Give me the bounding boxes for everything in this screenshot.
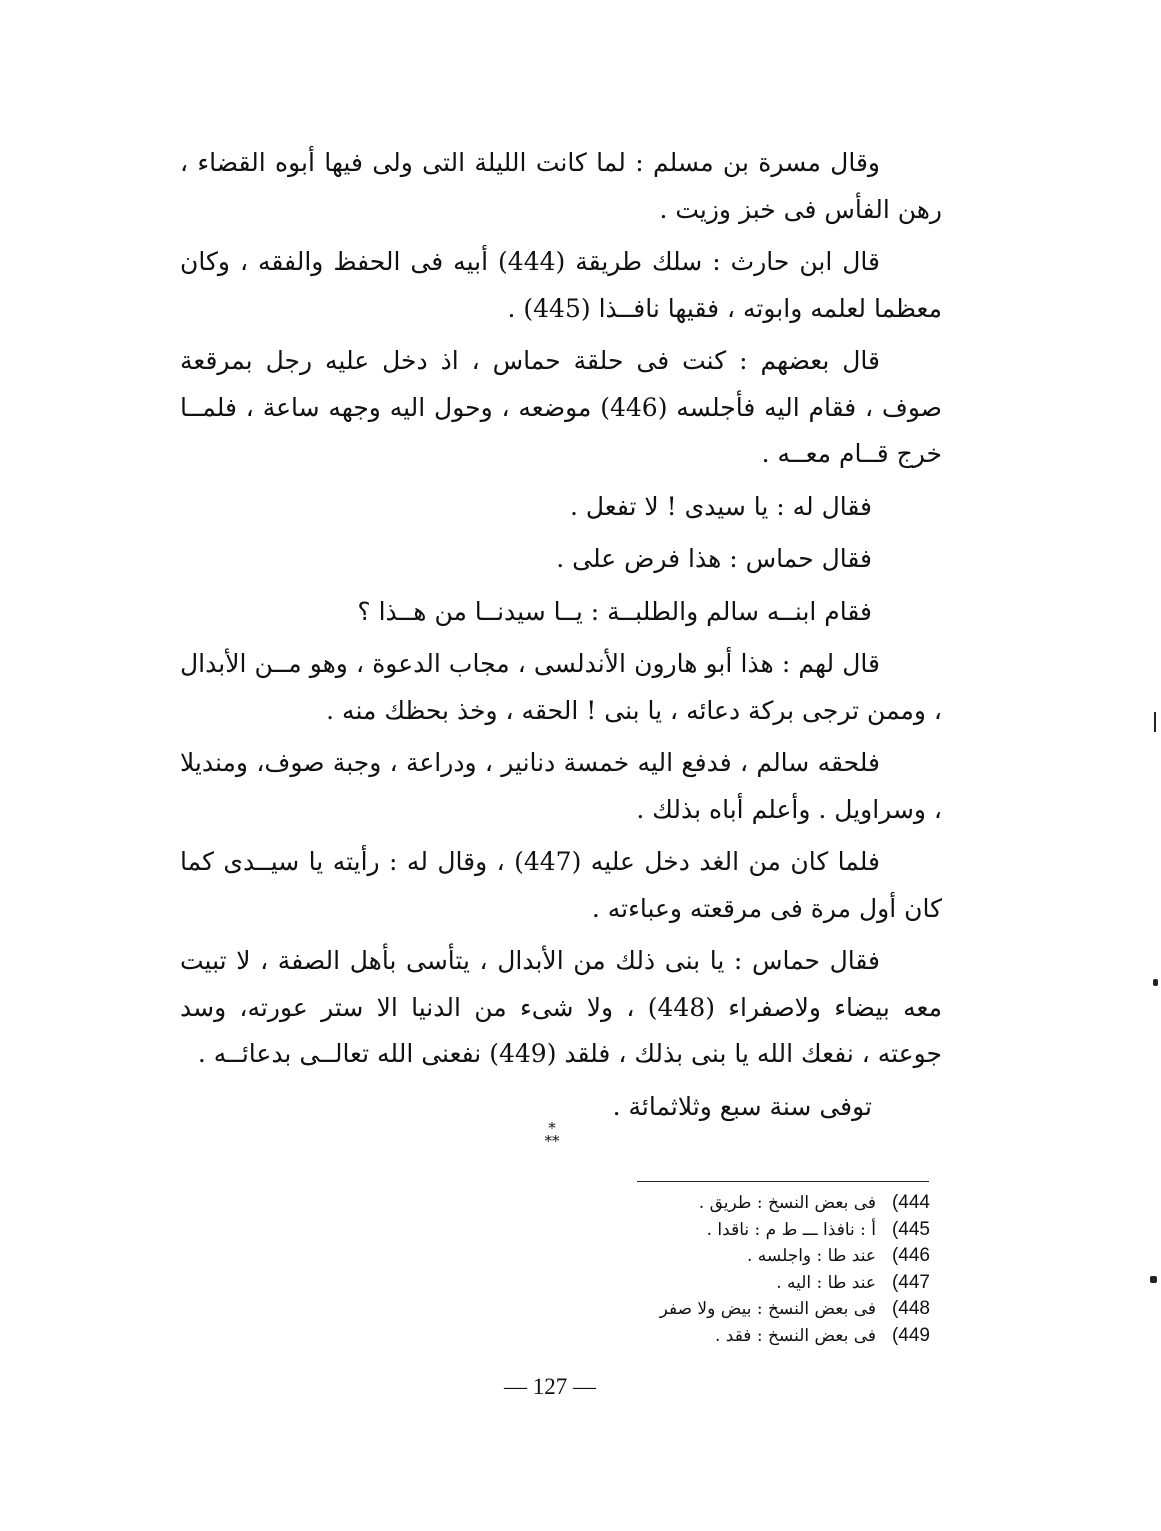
- paragraph: فلحقه سالم ، فدفع اليه خمسة دنانير ، ودراعة ، وجبة صوف، ومنديلا ، وسراويل . وأعلم أباه بذلك .: [180, 748, 942, 824]
- section-separator: [537, 1119, 567, 1150]
- footnote-number: 447): [891, 1271, 930, 1293]
- main-text: [180, 140, 942, 1136]
- paragraph: فقال حماس : هذا فرض على .: [556, 544, 872, 573]
- footnote-text: عند طا : اليه .: [776, 1272, 876, 1293]
- footnote-item: [540, 1190, 930, 1217]
- scan-margin-mark: [1153, 979, 1158, 986]
- page-number: — 127 —: [504, 1374, 596, 1399]
- footnote-item: [540, 1296, 930, 1323]
- footnote-rule: [637, 1181, 929, 1182]
- footnote-text: أ : نافذا ـــ ط م : ناقدا .: [706, 1219, 876, 1240]
- footnotes: [540, 1190, 930, 1349]
- separator-stars: * **: [544, 1119, 560, 1150]
- footnote-number: 444): [891, 1192, 930, 1213]
- footnote-text: فى بعض النسخ : فقد .: [714, 1325, 876, 1346]
- footnote-item: [540, 1323, 930, 1350]
- paragraph: فقام ابنــه سالم والطلبــة : يــا سيدنــا من هــذا ؟: [357, 596, 872, 626]
- footnote-number: 449): [891, 1324, 930, 1346]
- footnote-number: 445): [891, 1218, 930, 1240]
- footnote-text: فى بعض النسخ : طريق .: [698, 1193, 876, 1213]
- paragraph: فلما كان من الغد دخل عليه (447) ، وقال له : رأيته يا سيــدى كما كان أول مرة فى مرقعته وعباءته .: [180, 847, 942, 923]
- paragraph: وقال مسرة بن مسلم : لما كانت الليلة التى ولى فيها أبوه القضاء ، رهن الفأس فى خبز وزيت .: [180, 148, 942, 224]
- paragraph: قال ابن حارث : سلك طريقة (444) أبيه فى الحفظ والفقه ، وكان معظما لعلمه وابوته ، فقيها نافــذا (445) .: [180, 247, 942, 323]
- paragraph: قال بعضهم : كنت فى حلقة حماس ، اذ دخل عليه رجل بمرقعة صوف ، فقام اليه فأجلسه (446) موضعه ، وحول اليه وجهه ساعة ، فلمــا خرج قــام معــه .: [180, 346, 942, 468]
- footnote-item: [540, 1243, 930, 1270]
- scan-margin-mark: [1154, 712, 1156, 732]
- footnote-number: 446): [891, 1245, 930, 1266]
- paragraph: توفى سنة سبع وثلاثمائة .: [612, 1091, 872, 1121]
- footnote-item: [540, 1217, 930, 1244]
- footnote-text: عند طا : واجلسه .: [746, 1246, 876, 1266]
- paragraph: قال لهم : هذا أبو هارون الأندلسى ، مجاب الدعوة ، وهو مــن الأبدال ، وممن ترجى بركة دعائه ، يا بنى ! الحقه ، وخذ بحظك منه .: [180, 649, 942, 725]
- footnote-text: فى بعض النسخ : بيض ولا صفر: [659, 1299, 876, 1319]
- footnote-number: 448): [891, 1298, 930, 1319]
- scan-margin-mark: [1150, 1276, 1157, 1283]
- paragraph: فقال له : يا سيدى ! لا تفعل .: [569, 491, 872, 521]
- footnote-item: [540, 1270, 930, 1297]
- paragraph: فقال حماس : يا بنى ذلك من الأبدال ، يتأسى بأهل الصفة ، لا تبيت معه بيضاء ولاصفراء (448) ، ولا شىء من الدنيا الا ستر عورته، وسد جوعته ، نفعك الله يا بنى بذلك ، فلقد (449) نفعنى الله تعالــى بدعائــه .: [180, 946, 942, 1068]
